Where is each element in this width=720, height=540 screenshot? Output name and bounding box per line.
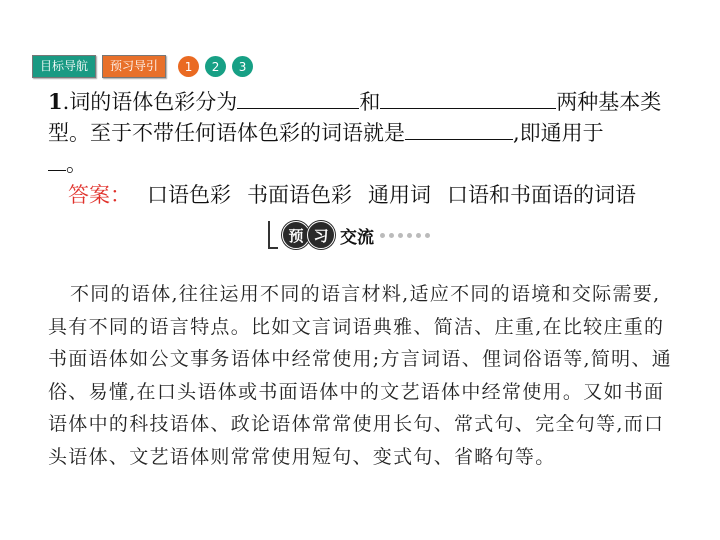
- section-title: 交流: [340, 227, 374, 248]
- question-text-4: ,即通用于: [513, 121, 604, 145]
- question-1: [48, 86, 668, 179]
- answer-blank-3: [405, 117, 513, 140]
- answer-blank-2: [380, 86, 556, 109]
- answer-item: 口语和书面语的词语: [447, 183, 636, 207]
- question-text-1: .词的语体色彩分为: [62, 90, 238, 114]
- dots-decoration: [380, 233, 434, 238]
- tab-preview-guide[interactable]: 预习导引: [102, 55, 166, 78]
- question-text-5: 。: [66, 152, 87, 176]
- step-3-button[interactable]: 3: [232, 56, 253, 77]
- badge-circle: 习: [307, 221, 335, 249]
- answer-blank-1: [237, 86, 359, 109]
- answer-line: [68, 180, 636, 210]
- question-text-3: 两种基本类型。至于不带任何语体色彩的词语就是: [48, 90, 662, 145]
- answer-label: 答案：: [68, 183, 131, 207]
- question-number: 1: [48, 89, 63, 114]
- answer-item: 口语色彩: [147, 183, 231, 207]
- answer-item: 书面语色彩: [247, 183, 352, 207]
- top-navigation: [32, 55, 253, 78]
- badge-circle: 预: [282, 221, 310, 249]
- question-text-2: 和: [359, 90, 381, 114]
- body-text: [48, 278, 673, 473]
- body-paragraph: 不同的语体,往往运用不同的语言材料,适应不同的语境和交际需要,具有不同的语言特点。比如文言词语典雅、简洁、庄重,在比较庄重的书面语体如公文事务语体中经常使用;方言词语、俚词俗语等,简明、通俗、易懂,在口头语体或书面语体中的文艺语体中经常使用。又如书面语体中的科技语体、政论语体常常使用长句、常式句、完全句等,而口头语体、文艺语体则常常使用短句、变式句、省略句等。: [48, 283, 673, 468]
- answer-blank-4: [48, 148, 66, 171]
- step-1-button[interactable]: 1: [178, 56, 199, 77]
- section-heading: [268, 220, 434, 250]
- step-2-button[interactable]: 2: [205, 56, 226, 77]
- tab-objectives[interactable]: 目标导航: [32, 55, 96, 78]
- answer-item: 通用词: [368, 183, 431, 207]
- bracket-decoration: [268, 221, 278, 249]
